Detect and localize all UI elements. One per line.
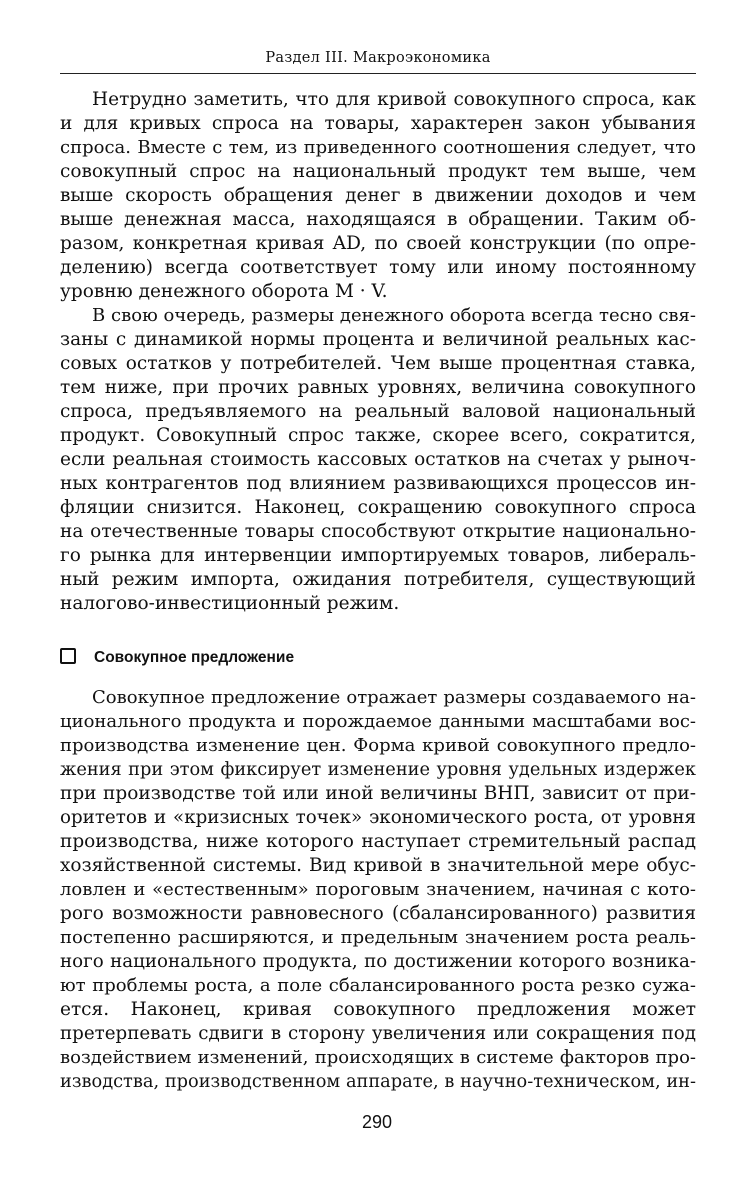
text-line: выше денежная масса, находящаяся в обращении. Таким об-	[60, 209, 696, 230]
text-line: совых остатков у потребителей. Чем выше процентная ставка,	[60, 353, 696, 374]
text-line: го рынка для интервенции импортируемых товаров, либераль-	[60, 545, 696, 566]
text-line: ных контрагентов под влиянием развивающихся процессов ин-	[60, 473, 696, 494]
text-line: совокупный спрос на национальный продукт тем выше, чем	[60, 161, 696, 182]
checkbox-bullet-icon	[60, 648, 76, 664]
text-line: ют проблемы роста, а поле сбалансированного роста резко сужа-	[60, 975, 696, 996]
text-line: уровню денежного оборота M · V.	[60, 281, 388, 302]
text-line: на отечественные товары способствуют открытие национально-	[60, 521, 696, 542]
text-line: продукт. Совокупный спрос также, скорее всего, сократится,	[60, 425, 696, 446]
text-line: спроса. Вместе с тем, из приведенного соотношения следует, что	[60, 137, 696, 158]
text-line: Совокупное предложение отражает размеры создаваемого на-	[92, 687, 696, 708]
text-line: хозяйственной системы. Вид кривой в значительной мере обус-	[60, 855, 696, 876]
header-rule	[60, 73, 696, 74]
text-line: при производстве той или иной величины ВНП, зависит от при-	[60, 783, 696, 804]
text-line: оритетов и «кризисных точек» экономического роста, от уровня	[60, 807, 696, 828]
text-line: спроса, предъявляемого на реальный валовой национальный	[60, 401, 696, 422]
text-line: ционального продукта и порождаемое данными масштабами вос-	[60, 711, 696, 732]
text-line: претерпевать сдвиги в сторону увеличения или сокращения под	[60, 1023, 696, 1044]
text-line: ется. Наконец, кривая совокупного предложения может	[60, 999, 696, 1020]
text-line: разом, конкретная кривая AD, по своей конструкции (по опре-	[60, 233, 696, 254]
text-line: изводства, производственном аппарате, в научно-техническом, ин-	[60, 1072, 696, 1092]
text-line: ловлен и «естественным» пороговым значением, начиная с кото-	[60, 879, 696, 900]
section-heading	[60, 646, 294, 670]
text-line: выше скорость обращения денег в движении доходов и чем	[60, 185, 696, 206]
text-line: тем ниже, при прочих равных уровнях, величина совокупного	[60, 377, 696, 398]
text-line: фляции снизится. Наконец, сокращению совокупного спроса	[60, 497, 696, 518]
text-line: рого возможности равновесного (сбалансированного) развития	[60, 903, 696, 924]
section-title: Совокупное предложение	[94, 649, 295, 666]
text-line: производства, ниже которого наступает стремительный распад	[60, 831, 696, 852]
text-line: если реальная стоимость кассовых остатков на счетах у рыноч-	[60, 449, 696, 470]
text-line: жения при этом фиксирует изменение уровня удельных издержек	[60, 760, 696, 780]
text-line: Нетрудно заметить, что для кривой совокупного спроса, как	[92, 89, 696, 110]
text-line: производства изменение цен. Форма кривой совокупного предло-	[60, 735, 696, 756]
text-line: воздействием изменений, происходящих в системе факторов про-	[60, 1047, 696, 1068]
text-line: постепенно расширяются, и предельным значением роста реаль-	[60, 927, 696, 948]
text-line: В свою очередь, размеры денежного оборота всегда тесно свя-	[92, 305, 696, 326]
page-number: 290	[361, 1112, 393, 1132]
text-line: ного национального продукта, по достижении которого возника-	[60, 951, 696, 972]
running-header: Раздел III. Макроэкономика	[265, 50, 491, 66]
text-line: налогово-инвестиционный режим.	[60, 593, 400, 614]
text-line: и для кривых спроса на товары, характерен закон убывания	[60, 113, 696, 134]
text-line: заны с динамикой нормы процента и величиной реальных кас-	[60, 329, 696, 350]
text-line: делению) всегда соответствует тому или иному постоянному	[60, 257, 696, 278]
text-line: ный режим импорта, ожидания потребителя, существующий	[60, 569, 696, 590]
